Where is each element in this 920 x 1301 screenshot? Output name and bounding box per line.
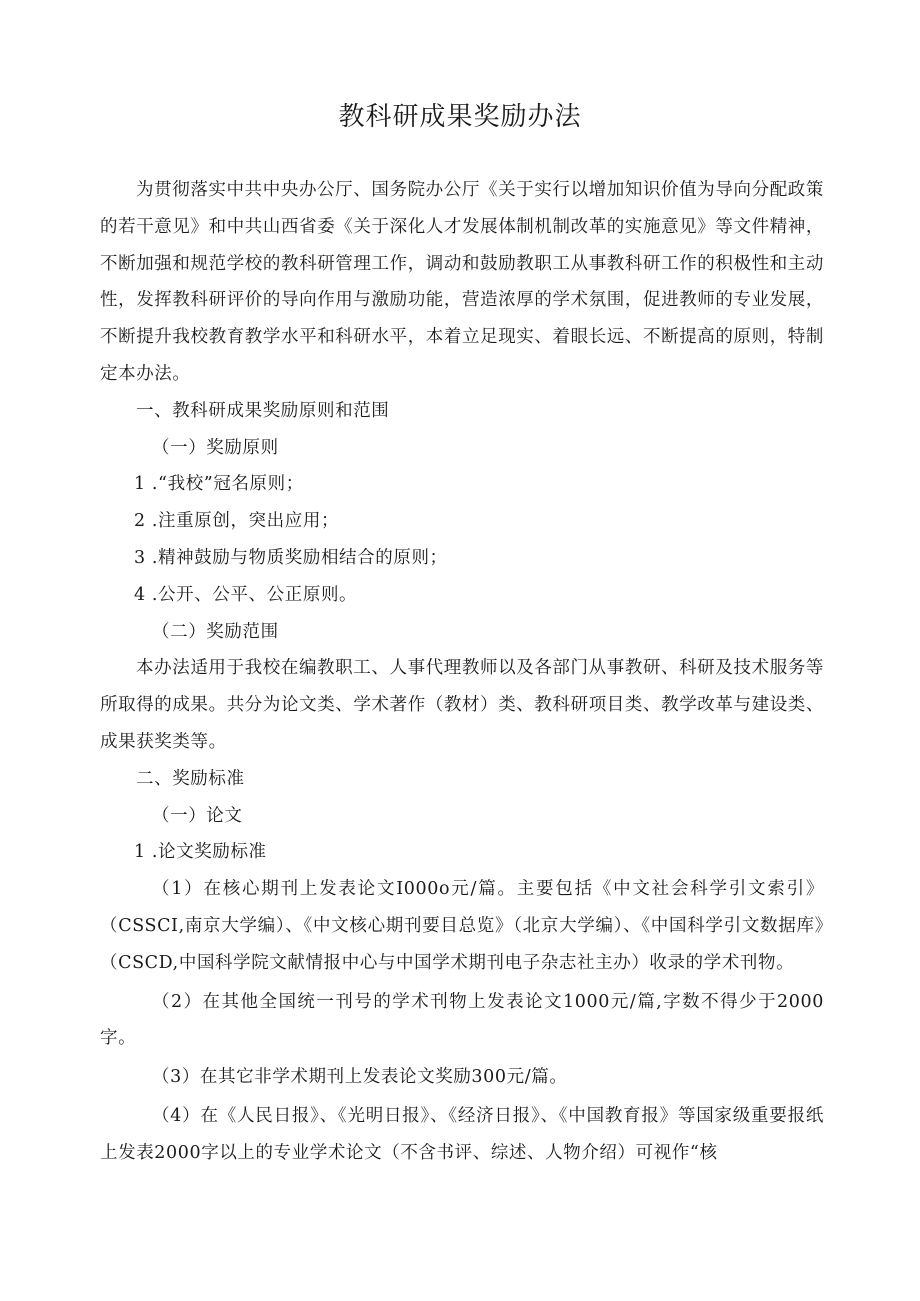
list-item: 1 .“我校”冠名原则； [134, 474, 304, 495]
clause-paragraph: （2）在其他全国统一刊号的学术刊物上发表论文1000元/篇,字数不得少于2000字。 [100, 991, 824, 1049]
section-heading: 二、奖励标准 [136, 768, 245, 789]
clause-paragraph: （1）在核心期刊上发表论文I000o元/篇。主要包括《中文社会科学引文索引》（CSSCI,南京大学编）、《中文核心期刊要目总览》（北京大学编）、《中国科学引文数据库》（CSCD,中国科学院文献情报中心与中国学术期刊电子杂志社主办）收录的学术刊物。 [100, 879, 824, 973]
list-item: 1 .论文奖励标准 [134, 842, 267, 863]
list-item: 2 .注重原创，突出应用； [134, 511, 340, 532]
intro-paragraph: 为贯彻落实中共中央办公厅、国务院办公厅《关于实行以增加知识价值为导向分配政策的若干意见》和中共山西省委《关于深化人才发展体制机制改革的实施意见》等文件精神，不断加强和规范学校的教科研管理工作，调动和鼓励教职工从事教科研工作的积极性和主动性，发挥教科研评价的导向作用与激励功能，营造浓厚的学术氛围，促进教师的专业发展，不断提升我校教育教学水平和科研水平，本着立足现实、着眼长远、不断提高的原则，特制定本办法。 [100, 180, 824, 384]
subsection-heading: （一）奖励原则 [152, 437, 279, 458]
scope-paragraph: 本办法适用于我校在编教职工、人事代理教师以及各部门从事教研、科研及技术服务等所取得的成果。共分为论文类、学术著作（教材）类、教科研项目类、教学改革与建设类、成果获奖类等。 [100, 658, 824, 752]
clause-paragraph: （3）在其它非学术期刊上发表论文奖励300元/篇。 [152, 1067, 568, 1088]
clause-paragraph: （4）在《人民日报》、《光明日报》、《经济日报》、《中国教育报》等国家级重要报纸上发表2000字以上的专业学术论文（不含书评、综述、人物介绍）可视作“核 [100, 1105, 824, 1163]
list-item: 3 .精神鼓励与物质奖励相结合的原则； [134, 547, 448, 568]
document-title: 教科研成果奖励办法 [338, 102, 582, 132]
list-item: 4 .公开、公平、公正原则。 [134, 584, 358, 605]
subsection-heading: （二）奖励范围 [152, 621, 279, 642]
section-heading: 一、教科研成果奖励原则和范围 [136, 400, 390, 421]
document-body [100, 172, 824, 1172]
subsection-heading: （一）论文 [152, 805, 243, 826]
